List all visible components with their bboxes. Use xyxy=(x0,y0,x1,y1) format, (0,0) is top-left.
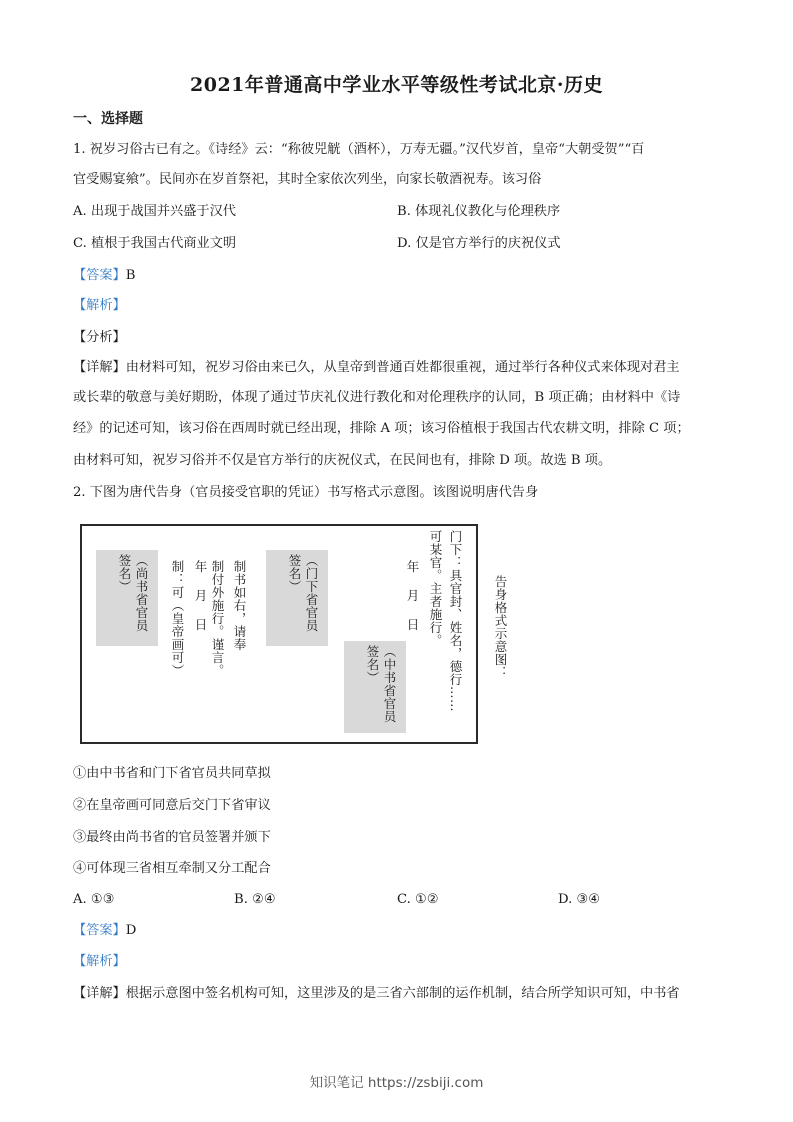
section-heading: 一、选择题 xyxy=(73,111,143,127)
q1-detail-line-3: 经》的记述可知，该习俗在西周时就已经出现，排除 A 项；该习俗植根于我国古代农耕文明，排除 C 项； xyxy=(73,421,690,436)
q2-statement-2: ②在皇帝画可同意后交门下省审议 xyxy=(73,798,271,813)
zhongshu-signature-box xyxy=(344,641,406,733)
q1-answer-value: B xyxy=(125,268,136,283)
gaoshen-format-figure xyxy=(80,524,478,744)
order-col-b: 门下：具官封、姓名，德行…… xyxy=(448,530,463,712)
figure-caption: 告身格式示意图： xyxy=(493,575,508,679)
q2-option-c: C. ①② xyxy=(397,892,439,907)
footer-watermark: 知识笔记 https://zsbiji.com xyxy=(309,1075,484,1091)
q1-detail-line-2: 或长辈的敬意与美好期盼，体现了通过节庆礼仪进行教化和对伦理秩序的认同，B 项正确；由材料中《诗 xyxy=(73,390,681,405)
page-title: 2021年普通高中学业水平等级性考试北京·历史 xyxy=(190,74,603,96)
q1-option-c: C. 植根于我国古代商业文明 xyxy=(73,236,237,251)
q2-option-a: A. ①③ xyxy=(73,892,115,907)
date-col-1: 年 月 日 xyxy=(193,560,208,633)
q2-option-d: D. ③④ xyxy=(558,892,601,907)
zhishu-col-2: 制付外施行。谨言。 xyxy=(210,560,225,677)
zhongshu-signature-text: （中书省官员签名） xyxy=(365,645,397,723)
menxia-signature-box xyxy=(266,550,328,646)
order-col-a: 可某官。主者施行。 xyxy=(428,530,443,647)
q2-stem: 2. 下图为唐代告身（官员接受官职的凭证）书写格式示意图。该图说明唐代告身 xyxy=(73,485,539,500)
q1-fenxi-tag: 【分析】 xyxy=(73,330,126,345)
q2-detail-line-1: 【详解】根据示意图中签名机构可知，这里涉及的是三省六部制的运作机制，结合所学知识可知，中书省 xyxy=(73,986,680,1001)
zhishu-col-1: 制书如右，请奉 xyxy=(232,560,247,651)
q2-option-b: B. ②④ xyxy=(234,892,276,907)
q1-detail-line-1: 【详解】由材料可知，祝岁习俗由来已久，从皇帝到普通百姓都很重视，通过举行各种仪式来体现对君主 xyxy=(73,360,680,375)
q1-option-d: D. 仅是官方举行的庆祝仪式 xyxy=(397,236,561,251)
shangshu-signature-box xyxy=(96,550,158,646)
q1-option-a: A. 出现于战国并兴盛于汉代 xyxy=(73,204,236,219)
q1-answer-tag: 【答案】 xyxy=(73,268,126,283)
huake-col: 制：可（皇帝画可） xyxy=(170,560,185,677)
q2-answer-value: D xyxy=(125,923,137,938)
date-col-2: 年 月 日 xyxy=(405,560,420,633)
q2-answer-tag: 【答案】 xyxy=(73,923,126,938)
q1-analysis-tag: 【解析】 xyxy=(73,298,126,313)
q1-stem-line-1: 1. 祝岁习俗古已有之。《诗经》云：“称彼兕觥（酒杯），万寿无疆。”汉代岁首，皇帝“大朝受贺”“百 xyxy=(73,142,645,157)
q1-option-b: B. 体现礼仪教化与伦理秩序 xyxy=(397,204,561,219)
shangshu-signature-text: （尚书省官员签名） xyxy=(117,554,149,632)
q1-detail-line-4: 由材料可知，祝岁习俗并不仅是官方举行的庆祝仪式，在民间也有，排除 D 项。故选 B 项。 xyxy=(73,453,612,468)
menxia-signature-text: （门下省官员签名） xyxy=(287,554,319,632)
q2-answer xyxy=(73,922,136,940)
q1-answer xyxy=(73,267,135,285)
q1-stem-line-2: 官受赐宴飨”。民间亦在岁首祭祀，其时全家依次列坐，向家长敬酒祝寿。该习俗 xyxy=(73,172,542,187)
q2-statement-1: ①由中书省和门下省官员共同草拟 xyxy=(73,766,271,781)
q2-analysis-tag: 【解析】 xyxy=(73,954,126,969)
q2-statement-3: ③最终由尚书省的官员签署并颁下 xyxy=(73,830,271,845)
q2-statement-4: ④可体现三省相互牵制又分工配合 xyxy=(73,861,271,876)
